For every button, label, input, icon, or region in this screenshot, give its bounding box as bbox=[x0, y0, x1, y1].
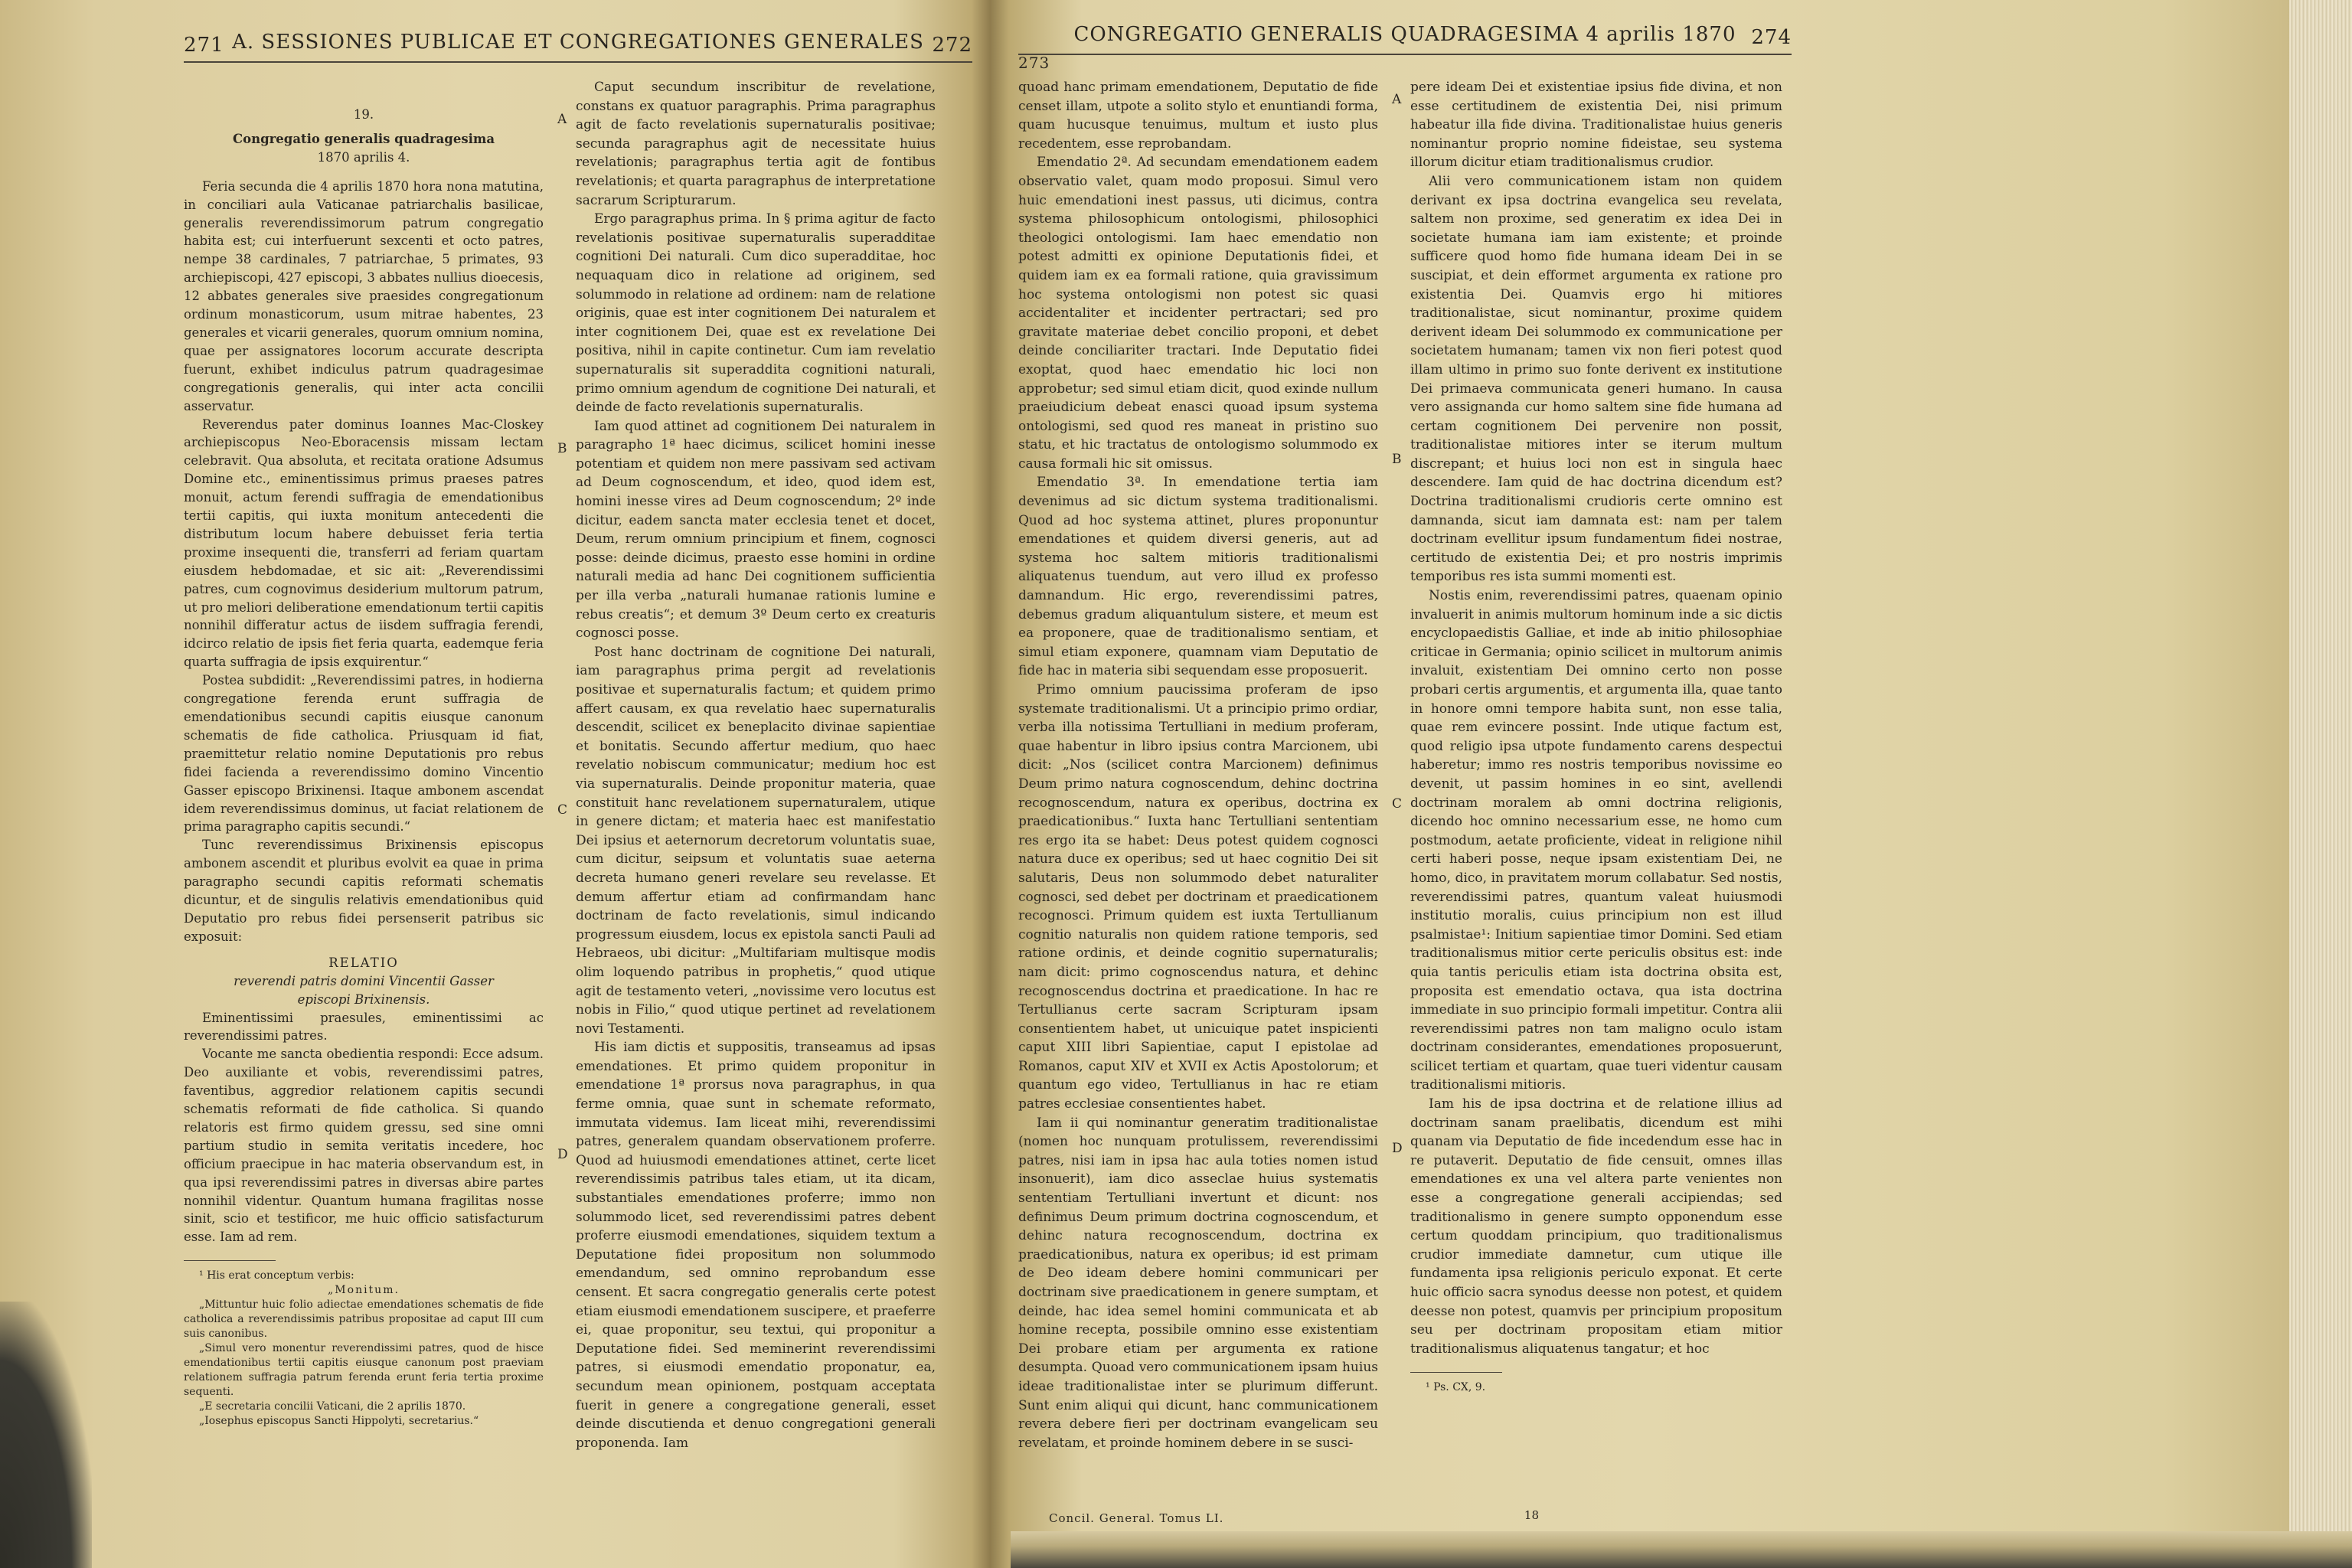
page-number: 274 bbox=[1751, 26, 1792, 49]
page-edges-bottom bbox=[1011, 1531, 2352, 1568]
paragraph: Ergo paragraphus prima. In § prima agitur de facto revelationis positivae supernaturalis superadditae cognitioni Dei naturali. Cum dico superadditae, hoc nequaquam dico in relatione ad originem, sed solummodo in relatione ad ordinem: nam de relatione originis, quae est inter cognitionem Dei naturalem et inter cognitionem Dei, quae est ex revelatione Dei positiva, nihil in capite continetur. Cum iam revelatio supernaturalis sit superaddita cognitioni naturali, primo omnium agendum de cognitione Dei naturali, et deinde de facto revelationis supernaturalis. bbox=[576, 211, 936, 416]
running-title: A. SESSIONES PUBLICAE ET CONGREGATIONES GENERALES bbox=[232, 31, 924, 54]
paragraph: Tunc reverendissimus Brixinensis episcopus ambonem ascendit et pluribus evolvit ea quae in prima paragrapho secundi capitis reformati schematis dicuntur, et de singulis relativis emendationibus quid Deputatio pro rebus fidei persenserit patribus sic exposuit: bbox=[184, 838, 544, 944]
right-column-2 bbox=[1410, 78, 1782, 1395]
header-rule bbox=[1018, 54, 1792, 55]
paragraph: Emendatio 3ª. In emendatione tertia iam devenimus ad sic dictum systema traditionalismi. Quod ad hoc systema attinet, plures proponuntur emendationes et quidem diversi generis, aut ad systema hoc saltem mitioris traditionalismi aliquatenus tuendum, aut vero illud ex professo damnandum. Hic ergo, reverendissimi patres, debemus gradum aliquantulum sistere, et meum est ea proponere, quae de traditionalismo sentiam, et simul etiam exponere, quamnam viam Deputatio de fide hac in materia sibi sequendam esse proposuerit. bbox=[1018, 475, 1378, 679]
page-number: 273 bbox=[1018, 54, 1050, 72]
section-date: 1870 aprilis 4. bbox=[317, 149, 410, 165]
footnote: ¹ His erat conceptum verbis: bbox=[199, 1269, 354, 1282]
page-edges bbox=[2289, 0, 2352, 1568]
relatio-subtitle: episcopi Brixinensis. bbox=[297, 991, 430, 1007]
page-number: 271 bbox=[184, 34, 224, 57]
footnote-rule bbox=[1410, 1372, 1502, 1373]
margin-letter: B bbox=[557, 441, 567, 456]
paragraph: Iam quod attinet ad cognitionem Dei naturalem in paragrapho 1ª haec dicimus, scilicet homini inesse potentiam et quidem non mere passivam sed activam ad Deum cognoscendum, et ideo, quod idem est, homini inesse vires ad Deum cognoscendum; 2º inde dicitur, eadem sancta mater ecclesia tenet et docet, Deum, rerum omnium principium et finem, cognosci posse: deinde dicimus, praesto esse homini in ordine naturali media ad hanc Dei cognitionem sufficientia per illa verba „naturali humanae rationis lumine e rebus creatis“; et demum 3º Deum certo ex creaturis cognosci posse. bbox=[576, 418, 936, 642]
margin-letter: A bbox=[1392, 92, 1402, 107]
footnote: „Iosephus episcopus Sancti Hippolyti, secretarius.“ bbox=[199, 1415, 479, 1428]
paragraph: Nostis enim, reverendissimi patres, quaenam opinio invaluerit in animis multorum hominum inde a sic dictis encyclopaedistis Galliae, et inde ab initio philosophiae criticae in Germania; opinio scilicet in multorum animis invaluit, existentiam Dei omnino certo non posse probari certis argumentis, et argumenta illa, quae tanto in honore omni tempore habita sunt, non esse talia, quae rem evincere possint. Inde utique factum est, quod religio ipsa utpote fundamento carens despectui haberetur; immo res nostris temporibus novissime eo devenit, ut passim homines in eo sint, avellendi doctrinam moralem ab omni doctrina religionis, dicendo hoc omnino necessarium esse, ne homo cum postmodum, aetate proficiente, videat in religione nihil certi haberi posse, neque ipsam existentiam Dei, ne homo, dico, in pravitatem morum collabatur. Sed nostis, reverendissimi patres, quantum valeat huiusmodi institutio moralis, cuius principium non est illud psalmistae¹: Initium sapientiae timor Domini. Sed etiam traditionalismus mitior certe periculis obsitus est: inde quia tantis periculis etiam ista doctrina obsita est, proposita est emendatio octava, qua ista doctrina immediate in suo principio formali impetitur. Contra alii reverendissimi patres non tam maligno oculo istam doctrinam considerantes, emendationes proposuerunt, scilicet tertiam et quartam, quae tueri videntur causam traditionalismi mitioris. bbox=[1410, 588, 1782, 1093]
footnote: „Mittuntur huic folio adiectae emendationes schematis de fide catholica a reverendissimis patribus propositae ad caput III cum suis canonibus. bbox=[184, 1298, 544, 1341]
paragraph: His iam dictis et suppositis, transeamus ad ipsas emendationes. Et primo quidem proponitur in emendatione 1ª prorsus nova paragraphus, in qua ferme omnia, quae sunt in schemate reformato, immutata videmus. Iam liceat mihi, reverendissimi patres, generalem quandam observationem proferre. Quod ad huiusmodi emendationes attinet, certe licet reverendissimis patribus tales etiam, ut ita dicam, substantiales emendationes proferre; immo non solummodo licet, sed reverendissimi patres debent proferre eiusmodi emendationes, siquidem textum a Deputatione fidei propositum non solummodo emendandum, sed omnino reprobandum esse censent. Et sacra congregatio generalis certe potest etiam eiusmodi emendationem suscipere, et praeferre ei, quae proponitur, seu textui, qui proponitur a Deputatione fidei. Sed meminerint reverendissimi patres, si eiusmodi emendatio proponatur, ea, secundum mean opinionem, postquam acceptata fuerit in genere a congregatione generali, esset deinde discutienda et denuo congregationi generali proponenda. Iam bbox=[576, 1040, 936, 1451]
header-rule bbox=[184, 61, 972, 63]
right-page bbox=[1018, 23, 1792, 1524]
paragraph: Caput secundum inscribitur de revelatione, constans ex quatuor paragraphis. Prima paragraphus agit de facto revelationis supernaturalis positivae; secunda paragraphus agit de necessitate huius revelationis; paragraphus tertia agit de fontibus revelationis; et quarta paragraphus de interpretatione sacrarum Scripturarum. bbox=[576, 80, 936, 208]
paragraph: Primo omnium paucissima proferam de ipso systemate traditionalismi. Ut a principio primo ordiar, verba illa notissima Tertulliani in medium proferam, quae habentur in libro ipsius contra Marcionem, ubi dicit: „Nos (scilicet contra Marcionem) definimus Deum primo natura cognoscendum, dehinc doctrina recognoscendum, natura ex operibus, doctrina ex praedicationibus.“ Iuxta hanc Tertulliani sententiam res ergo ita se habet: Deus potest quidem cognosci natura duce ex operibus; sed ut haec cognitio Dei sit salutaris, Deus non solummodo debet naturaliter cognosci, sed debet per doctrinam et praedicationem recognosci. Primum quidem est iuxta Tertullianum cognitio naturalis non quidem ratione temporis, sed ratione ordinis, et deinde cognitio supernaturalis; nam dicit: primo cognoscendus natura, et dehinc recognoscendus doctrina et praedicatione. In hac re Tertullianus certe sacram Scripturam ipsam consentientem habet, ut unicuique patet inspicienti caput XIII libri Sapientiae, caput I epistolae ad Romanos, caput XIV et XVII ex Actis Apostolorum; et quantum ego video, Tertullianus in hac re etiam patres ecclesiae consentientes habet. bbox=[1018, 682, 1378, 1112]
table-shadow bbox=[0, 1302, 92, 1568]
margin-letter: C bbox=[557, 802, 568, 818]
margin-letter: A bbox=[557, 112, 567, 127]
margin-letter: B bbox=[1392, 452, 1402, 467]
paragraph: quoad hanc primam emendationem, Deputatio de fide censet illam, utpote a solito stylo et enuntiandi forma, quam hucusque tenuimus, multum et iusto plus recedentem, esse reprobandam. bbox=[1018, 80, 1378, 152]
paragraph: Feria secunda die 4 aprilis 1870 hora nona matutina, in conciliari aula Vaticanae patriarchalis basilicae, generalis reverendissimorum patrum congregatio habita est; cui interfuerunt sexcenti et octo patres, nempe 38 cardinales, 7 patriarchae, 5 primates, 93 archiepiscopi, 427 episcopi, 3 abbates nullius dioecesis, 12 abbates generales sive praesides congregationum ordinum monasticorum, usum mitrae habentes, 23 generales et vicarii generales, quorum omnium nomina, quae per assignatores locorum accurate descripta fuerunt, exhibet indiculus patrum quadragesimae congregationis generalis, qui inter acta concilii asservatur. bbox=[184, 178, 544, 413]
running-title: CONGREGATIO GENERALIS QUADRAGESIMA 4 aprilis 1870 bbox=[1073, 23, 1736, 46]
paragraph: Reverendus pater dominus Ioannes Mac-Closkey archiepiscopus Neo-Eboracensis missam lectam celebravit. Qua absoluta, et recitata oratione Adsumus Domine etc., eminentissimus primus praeses patres monuit, actum ferendi suffragia de emendationibus tertii capitis, qui iuxta monitum antecedenti die distributum locum habere debuisset feria tertia proxime insequenti die, transferri ad feriam quartam eiusdem hebdomadae, et sic ait: „Reverendissimi patres, cum cognovimus desiderium multorum patrum, ut pro meliori deliberatione emendationum tertii capitis nonnihil differatur actus de iisdem suffragia ferendi, idcirco relatio de ipsis fiet feria quarta, eademque feria quarta suffragia de ipsis exquirentur.“ bbox=[184, 416, 544, 670]
footnote: „Simul vero monentur reverendissimi patres, quod de hisce emendationibus tertii capitis eiusque canonum post praeviam relationem suffragia patrum ferenda erunt feria tertia proxime sequenti. bbox=[184, 1342, 544, 1399]
paragraph: pere ideam Dei et existentiae ipsius fide divina, et non esse certitudinem de existentia Dei, nisi primum habeatur illa fide divina. Traditionalistae huius generis nominantur proprio nomine fideistae, seu systema illorum dicitur etiam traditionalismus crudior. bbox=[1410, 80, 1782, 171]
signature-number: 18 bbox=[1524, 1508, 1539, 1522]
right-column-1 bbox=[1018, 78, 1378, 1452]
running-head bbox=[1018, 23, 1792, 72]
footnote: „Monitum. bbox=[328, 1284, 400, 1297]
footnote-rule bbox=[184, 1260, 276, 1261]
paragraph: Alii vero communicationem istam non quidem derivant ex ipsa doctrina evangelica seu revelata, saltem non proxime, sed generatim ex idea Dei in societate humana iam iam existente; et proinde sufficere quod homo fide humana ideam Dei in se suscipiat, et dein efformet argumenta ex ratione pro existentia Dei. Quamvis ergo hi mitiores traditionalistae, sicut nominantur, proxime quidem derivent ideam Dei solummodo ex communicatione per societatem humanam; tamen vix non fieri potest quod illam ultimo in primo suo fonte derivent ex institutione Dei primaeva communicata generi humano. In causa vero assignanda cur homo saltem sine fide humana ad certam cognitionem Dei pervenire non possit, traditionalistae mitiores inter se iterum multum discrepant; et huius loci non est in singula haec descendere. Iam quid de hac doctrina dicendum est? Doctrina traditionalismi crudioris certe omnino est damnanda, sicut iam damnata est: nam per talem doctrinam evellitur ipsum fundamentum fidei nostrae, certitudo de existentia Dei; et pro nostris imprimis temporibus res ista summi momenti est. bbox=[1410, 173, 1782, 585]
left-column-2 bbox=[576, 78, 936, 1452]
section-number: 19. bbox=[353, 107, 374, 122]
paragraph: Post hanc doctrinam de cognitione Dei naturali, iam paragraphus prima pergit ad revelationis positivae et supernaturalis factum; et quidem primo affert causam, ex qua revelatio haec supernaturalis descendit, scilicet ex beneplacito divinae sapientiae et bonitatis. Secundo affertur medium, quo haec revelatio nobiscum communicatur; medium hoc est via supernaturalis. Deinde proponitur materia, quae constituit hanc revelationem supernaturalem, utique in genere dictam; et materia haec est manifestatio Dei ipsius et aeternorum decretorum voluntatis suae, cum dicitur, seipsum et voluntatis suae aeterna decreta humano generi revelare seu revelasse. Et demum affertur etiam ad confirmandam hanc doctrinam de facto revelationis, simul indicando progressum eiusdem, locus ex epistola sancti Pauli ad Hebraeos, ubi dicitur: „Multifariam multisque modis olim loquendo patribus in prophetis,“ quod utique agit de testamento veteri, „novissime vero locutus est nobis in Filio,“ quod utique pertinet ad revelationem novi Testamenti. bbox=[576, 644, 936, 1037]
paragraph: Iam his de ipsa doctrina et de relatione illius ad doctrinam sanam praelibatis, dicendum est mihi quanam via Deputatio de fide incedendum esse hac in re putaverit. Deputatio de fide censuit, omnes illas emendationes ex una vel altera parte venientes non esse a congregatione generali accipiendas; sed traditionalismo in genere sumpto opponendum esse certum quoddam principium, quo traditionalismus crudior immediate damnetur, cum utique ille fundamenta ipsa religionis periculo exponat. Et certe huic officio sacra synodus deesse non potest, et quidem deesse non potest, quamvis per principium propositum seu per doctrinam propositam etiam mitior traditionalismus aliquatenus tangatur; et hoc bbox=[1410, 1096, 1782, 1357]
relatio-subtitle: reverendi patris domini Vincentii Gasser bbox=[234, 973, 494, 988]
volume-footer: Concil. General. Tomus LI. bbox=[1049, 1511, 1224, 1525]
paragraph: Iam ii qui nominantur generatim traditionalistae (nomen hoc nunquam protulissem, reverendissimi patres, nisi iam in ipsa hac aula toties nomen istud insonuerit), iam dico asseclae huius systematis sententiam Tertulliani invertunt et dicunt: nos definimus Deum primum doctrina cognoscendum, et dehinc natura recognoscendum, doctrina ex praedicationibus, natura ex operibus; id est primam de Deo ideam debere homini communicari per doctrinam sive praedicationem in genere sumptam, et deinde, hac idea semel homini communicata et ab homine recepta, possibile omnino esse existentiam Dei probare etiam per argumenta ex ratione desumpta. Quoad vero communicationem ipsam huius ideae traditionalistae inter se plurimum differunt. Sunt enim aliqui qui dicunt, hanc communicationem revera debere fieri per doctrinam evangelicam seu revelatam, et proinde hominem debere in se susci- bbox=[1018, 1115, 1378, 1451]
paragraph: Eminentissimi praesules, eminentissimi ac reverendissimi patres. bbox=[184, 1010, 544, 1044]
footnote: „E secretaria concilii Vaticani, die 2 aprilis 1870. bbox=[199, 1400, 466, 1413]
paragraph: Postea subdidit: „Reverendissimi patres, in hodierna congregatione ferenda erunt suffragia de emendationibus secundi capitis eiusque canonum schematis de fide catholica. Priusquam id fiat, praemittetur relatio nomine Deputationis pro rebus fidei facienda a reverendissimo domino Vincentio Gasser episcopo Brixinensi. Itaque ambonem ascendat idem reverendissimus dominus, ut faciat relationem de prima paragrapho capitis secundi.“ bbox=[184, 673, 544, 835]
left-page bbox=[184, 31, 972, 1531]
relatio-title: RELATIO bbox=[328, 955, 399, 970]
paragraph: Vocante me sancta obedientia respondi: Ecce adsum. Deo auxiliante et vobis, reverendissimi patres, faventibus, aggredior relationem capitis secundi schematis reformati de fide catholica. Si quando relatoris est firmo quidem gressu, sed sine omni partium studio in semita veritatis incedere, hoc officium praecipue in hac materia observandum est, in qua ipsi reverendissimi patres in diversas abire partes nonnihil videntur. Quantum humana fragilitas nosse sinit, scio et testificor, me huic officio satisfacturum esse. Iam ad rem. bbox=[184, 1047, 544, 1245]
paragraph: Emendatio 2ª. Ad secundam emendationem eadem observatio valet, quam modo proposui. Simul vero huic emendationi inest passus, uti dicimus, contra systema philosophicum ontologismi, philosophici theologici ontologismi. Iam haec emendatio non potest admitti ex opinione Deputationis fidei, et quidem iam ex ea formali ratione, quia gravissimum hoc systema ontologismi non potest sic quasi accidentaliter et incidenter pertractari; sed pro gravitate materiae debet concilio proponi, et debet deinde conciliariter tractari. Inde Deputatio fidei exoptat, quod haec emendatio hic loci non approbetur; sed simul etiam dicit, quod exinde nullum praeiudicium debeat enasci quoad ipsum systema ontologismi, sed quod res maneat in pristino suo statu, et hic tractatus de ontologismo solummodo ex causa formali hic sit omissus. bbox=[1018, 155, 1378, 472]
margin-letter: C bbox=[1392, 796, 1403, 812]
section-heading: Congregatio generalis quadragesima bbox=[232, 131, 495, 146]
page-number: 272 bbox=[932, 34, 972, 57]
margin-letter: D bbox=[557, 1147, 568, 1162]
left-column-1 bbox=[184, 78, 544, 1429]
footnote: ¹ Ps. CX, 9. bbox=[1426, 1381, 1486, 1394]
running-head bbox=[184, 31, 972, 61]
margin-letter: D bbox=[1392, 1141, 1403, 1156]
